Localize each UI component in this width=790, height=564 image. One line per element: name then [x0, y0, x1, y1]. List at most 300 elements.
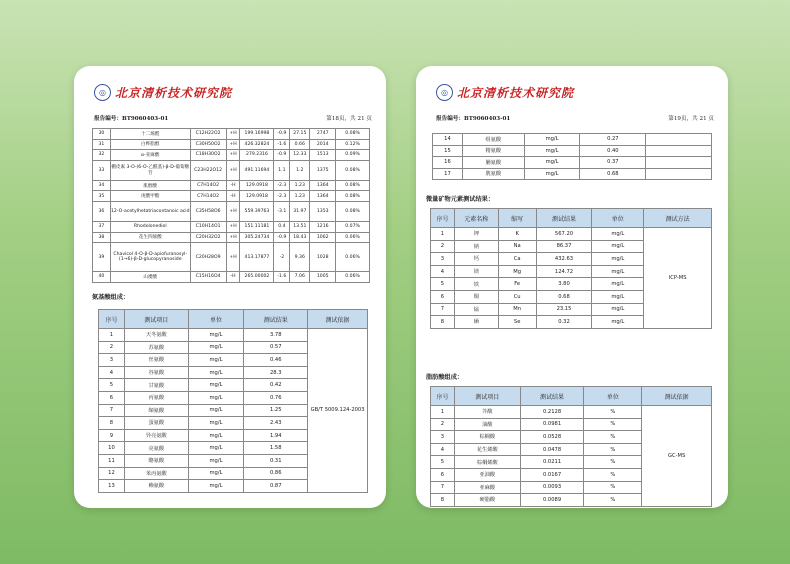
cell-no: 13 — [99, 480, 125, 493]
cell-result: 0.86 — [244, 467, 308, 480]
table-row — [93, 272, 370, 283]
cell-unit: mg/L — [592, 303, 644, 316]
table-row — [93, 139, 370, 150]
cell-no: 11 — [99, 454, 125, 467]
col-header: 测试结果 — [244, 310, 308, 329]
cell-mz: 491.11694 — [240, 160, 274, 180]
cell-formula: C35H58O6 — [190, 201, 226, 221]
cell-item: 酪氨酸 — [124, 454, 188, 467]
cell-mode: +H — [226, 129, 240, 140]
cell-intensity: 1364 — [310, 180, 336, 191]
report-no-label: 报告编号： — [94, 116, 122, 122]
cell-result: 28.3 — [244, 366, 308, 379]
table-row — [99, 329, 368, 342]
cell-no: 5 — [431, 456, 455, 469]
cell-rt: 18.43 — [290, 232, 310, 243]
cell-no: 33 — [93, 160, 111, 180]
amino-table — [98, 309, 368, 493]
seal-icon: ◎ — [436, 84, 453, 101]
cell-unit: % — [584, 443, 642, 456]
cell-rt: 13.51 — [290, 221, 310, 232]
cell-no: 6 — [431, 290, 455, 303]
cell-pct: 0.06% — [336, 232, 370, 243]
cell-no: 16 — [433, 157, 463, 169]
org-name: 北京清析技术研究院 — [115, 86, 233, 100]
cell-formula: C18H30O2 — [190, 150, 226, 161]
cell-result: 567.20 — [536, 228, 592, 241]
cell-result: 0.0211 — [520, 456, 584, 469]
cell-name: 棚皮素 3-O-(6-O-乙酰基)-β-D-葡萄糖苷 — [110, 160, 190, 180]
cell-result: 86.37 — [536, 240, 592, 253]
compound-table — [92, 128, 370, 283]
report-no-label: 报告编号： — [436, 116, 464, 122]
cell-unit: mg/L — [592, 253, 644, 266]
cell-no: 9 — [99, 429, 125, 442]
cell-rt: 1.23 — [290, 191, 310, 202]
cell-unit: mg/L — [592, 278, 644, 291]
cell-result: 0.0528 — [520, 431, 584, 444]
cell-item: 油酸 — [454, 418, 520, 431]
cell-result: 0.37 — [580, 157, 646, 169]
cell-item: 苯丙氨酸 — [124, 467, 188, 480]
cell-result: 3.78 — [244, 329, 308, 342]
cell-name: 硒 — [454, 316, 498, 329]
cell-no: 32 — [93, 150, 111, 161]
cell-unit: mg/L — [188, 391, 244, 404]
cell-result: 0.46 — [244, 354, 308, 367]
cell-result: 0.0167 — [520, 468, 584, 481]
cell-intensity: 1216 — [310, 221, 336, 232]
cell-unit: % — [584, 456, 642, 469]
cell-formula: C20H28O9 — [190, 243, 226, 272]
mineral-title: 微量矿物元素测试结果： — [426, 196, 495, 203]
cell-result: 1.25 — [244, 404, 308, 417]
cell-formula: C30H50O2 — [190, 139, 226, 150]
cell-no: 3 — [431, 253, 455, 266]
cell-no: 38 — [93, 232, 111, 243]
cell-mode: -H — [226, 272, 240, 283]
cell-mz: 305.24734 — [240, 232, 274, 243]
cell-no: 2 — [99, 341, 125, 354]
cell-pct: 0.08% — [336, 129, 370, 140]
cell-err: -2.3 — [274, 180, 290, 191]
cell-mz: 426.32824 — [240, 139, 274, 150]
cell-result: 3.80 — [536, 278, 592, 291]
cell-formula: C23H22O12 — [190, 160, 226, 180]
cell-name: 钠 — [454, 240, 498, 253]
cell-unit: mg/L — [188, 341, 244, 354]
cell-mz: 151.11181 — [240, 221, 274, 232]
cell-rt: 1.2 — [290, 160, 310, 180]
cell-intensity: 1005 — [310, 272, 336, 283]
cell-result: 0.57 — [244, 341, 308, 354]
cell-mode: +H — [226, 221, 240, 232]
cell-mz: 559.39763 — [240, 201, 274, 221]
cell-result: 0.42 — [244, 379, 308, 392]
cell-unit: mg/L — [188, 442, 244, 455]
cell-result: 432.63 — [536, 253, 592, 266]
col-header: 测试依据 — [642, 387, 712, 406]
table-row — [93, 150, 370, 161]
cell-item: 蛋氨酸 — [124, 417, 188, 430]
cell-name: 铜 — [454, 290, 498, 303]
cell-mode: -H — [226, 191, 240, 202]
cell-name: 山嵛酸 — [110, 272, 190, 283]
table-row — [433, 168, 712, 180]
test-method: GC-MS — [642, 406, 712, 507]
cell-intensity: 1353 — [310, 201, 336, 221]
cell-unit: % — [584, 406, 642, 419]
cell-result: 0.0093 — [520, 481, 584, 494]
table-row — [431, 406, 712, 419]
cell-no: 4 — [431, 443, 455, 456]
cell-no: 37 — [93, 221, 111, 232]
cell-no: 2 — [431, 240, 455, 253]
cell-intensity: 1513 — [310, 150, 336, 161]
cell-formula: C20H32O2 — [190, 232, 226, 243]
cell-no: 12 — [99, 467, 125, 480]
cell-no: 6 — [431, 468, 455, 481]
cell-item: 精氨酸 — [462, 145, 524, 157]
cell-rt: 7.06 — [290, 272, 310, 283]
org-logo — [94, 84, 232, 101]
cell-item: 苏氨酸 — [124, 341, 188, 354]
cell-unit: mg/L — [524, 134, 580, 146]
cell-item: 亚麻酸 — [454, 481, 520, 494]
table-row — [93, 191, 370, 202]
cell-abbr: Ca — [498, 253, 536, 266]
page-info: 第18页，共 21 页 — [326, 116, 372, 122]
cell-unit: mg/L — [592, 265, 644, 278]
cell-basis — [646, 157, 712, 169]
amino-table-continued — [432, 133, 712, 180]
cell-rt: 27.15 — [290, 129, 310, 140]
cell-no: 17 — [433, 168, 463, 180]
cell-unit: mg/L — [524, 145, 580, 157]
cell-result: 0.76 — [244, 391, 308, 404]
table-row — [93, 232, 370, 243]
cell-formula: C7H14O2 — [190, 180, 226, 191]
page-info: 第19页，共 21 页 — [668, 116, 714, 122]
cell-err: -3.1 — [274, 201, 290, 221]
cell-unit: mg/L — [188, 429, 244, 442]
cell-unit: mg/L — [188, 467, 244, 480]
cell-intensity: 2014 — [310, 139, 336, 150]
cell-unit: mg/L — [524, 157, 580, 169]
cell-item: 丝氨酸 — [124, 354, 188, 367]
cell-name: 锰 — [454, 303, 498, 316]
cell-item: 芥酸 — [454, 406, 520, 419]
cell-pct: 0.06% — [336, 243, 370, 272]
report-header — [436, 114, 714, 122]
cell-mz: 199.16998 — [240, 129, 274, 140]
col-header: 测试项目 — [124, 310, 188, 329]
report-header — [94, 114, 372, 122]
cell-name: 12-O-acetylhetatriacontanoic acid — [110, 201, 190, 221]
cell-unit: mg/L — [188, 366, 244, 379]
cell-err: -1.6 — [274, 139, 290, 150]
org-name: 北京清析技术研究院 — [457, 86, 575, 100]
cell-item: 脯氨酸 — [462, 157, 524, 169]
cell-no: 8 — [431, 494, 455, 507]
cell-pct: 0.08% — [336, 191, 370, 202]
cell-abbr: Mn — [498, 303, 536, 316]
report-no: BT9060403-01 — [463, 116, 511, 122]
cell-result: 0.31 — [244, 454, 308, 467]
cell-abbr: Mg — [498, 265, 536, 278]
col-header: 测试依据 — [308, 310, 368, 329]
cell-no: 40 — [93, 272, 111, 283]
report-page-left — [74, 66, 386, 508]
cell-name: α-亚麻酸 — [110, 150, 190, 161]
cell-mz: 413.17877 — [240, 243, 274, 272]
cell-mz: 129.0918 — [240, 180, 274, 191]
cell-item: 甘氨酸 — [124, 379, 188, 392]
cell-no: 34 — [93, 180, 111, 191]
cell-result: 23.15 — [536, 303, 592, 316]
cell-name: 肌醇酸 — [110, 180, 190, 191]
fatty-table — [430, 386, 712, 507]
table-row — [93, 201, 370, 221]
cell-name: 十二烯醛 — [110, 129, 190, 140]
cell-rt: 9.36 — [290, 243, 310, 272]
cell-pct: 0.12% — [336, 139, 370, 150]
cell-pct: 0.07% — [336, 221, 370, 232]
cell-err: 1.1 — [274, 160, 290, 180]
cell-no: 15 — [433, 145, 463, 157]
cell-no: 3 — [99, 354, 125, 367]
cell-item: 亚油酸 — [454, 468, 520, 481]
cell-pct: 0.08% — [336, 180, 370, 191]
table-row — [433, 145, 712, 157]
cell-item: 赖氨酸 — [124, 480, 188, 493]
cell-item: 异亮氨酸 — [124, 429, 188, 442]
cell-rt: 1.23 — [290, 180, 310, 191]
cell-basis — [646, 168, 712, 180]
report-no: BT9060403-01 — [121, 116, 169, 122]
cell-unit: mg/L — [592, 290, 644, 303]
cell-result: 0.0089 — [520, 494, 584, 507]
cell-no: 30 — [93, 129, 111, 140]
cell-name: 庚酸甲酯 — [110, 191, 190, 202]
cell-intensity: 1062 — [310, 232, 336, 243]
cell-mode: +H — [226, 139, 240, 150]
cell-name: Rhodolonediol — [110, 221, 190, 232]
cell-unit: mg/L — [188, 354, 244, 367]
cell-mz: 265.00002 — [240, 272, 274, 283]
cell-result: 0.40 — [580, 145, 646, 157]
cell-item: 胱氨酸 — [462, 168, 524, 180]
col-header: 单位 — [188, 310, 244, 329]
cell-no: 5 — [99, 379, 125, 392]
cell-result: 1.94 — [244, 429, 308, 442]
cell-item: 棕榈酸 — [454, 431, 520, 444]
cell-no: 1 — [431, 406, 455, 419]
cell-name: 花生四烯酸 — [110, 232, 190, 243]
col-header: 元素名称 — [454, 209, 498, 228]
cell-pct: 0.06% — [336, 272, 370, 283]
cell-unit: mg/L — [592, 228, 644, 241]
cell-result: 0.0981 — [520, 418, 584, 431]
cell-unit: mg/L — [188, 379, 244, 392]
cell-intensity: 2747 — [310, 129, 336, 140]
cell-abbr: Cu — [498, 290, 536, 303]
cell-intensity: 1364 — [310, 191, 336, 202]
cell-item: 硬脂酸 — [454, 494, 520, 507]
cell-mode: +H — [226, 232, 240, 243]
cell-no: 1 — [99, 329, 125, 342]
cell-name: Chavicol 4-O-β-D-apiofuranosyl-(1→6)-β-D-glucopyranoside — [110, 243, 190, 272]
cell-err: -1.6 — [274, 272, 290, 283]
cell-item: 组氨酸 — [462, 134, 524, 146]
cell-no: 39 — [93, 243, 111, 272]
col-header: 测试结果 — [520, 387, 584, 406]
cell-unit: mg/L — [188, 480, 244, 493]
cell-err: 0.4 — [274, 221, 290, 232]
cell-no: 4 — [99, 366, 125, 379]
test-basis: GB/T 5009.124-2003 — [308, 329, 368, 493]
cell-mode: +H — [226, 160, 240, 180]
table-row — [93, 129, 370, 140]
fatty-title: 脂肪酸组成： — [426, 374, 464, 381]
cell-abbr: Se — [498, 316, 536, 329]
cell-formula: C7H14O2 — [190, 191, 226, 202]
col-header: 序号 — [431, 209, 455, 228]
cell-no: 1 — [431, 228, 455, 241]
cell-item: 棕榈烯酸 — [454, 456, 520, 469]
cell-no: 36 — [93, 201, 111, 221]
table-row — [431, 228, 712, 241]
cell-unit: mg/L — [188, 454, 244, 467]
cell-pct: 0.08% — [336, 201, 370, 221]
cell-result: 0.0478 — [520, 443, 584, 456]
cell-unit: % — [584, 481, 642, 494]
cell-item: 花生烯酸 — [454, 443, 520, 456]
cell-mz: 279.2316 — [240, 150, 274, 161]
cell-item: 天冬氨酸 — [124, 329, 188, 342]
cell-abbr: Na — [498, 240, 536, 253]
cell-item: 缬氨酸 — [124, 404, 188, 417]
col-header: 缩写 — [498, 209, 536, 228]
cell-err: -0.9 — [274, 150, 290, 161]
test-method: ICP-MS — [644, 228, 712, 329]
cell-unit: % — [584, 431, 642, 444]
cell-unit: mg/L — [592, 240, 644, 253]
cell-result: 1.58 — [244, 442, 308, 455]
cell-err: -2 — [274, 243, 290, 272]
org-logo — [436, 84, 574, 101]
amino-title: 氨基酸组成： — [92, 294, 130, 301]
cell-no: 6 — [99, 391, 125, 404]
cell-unit: % — [584, 418, 642, 431]
cell-intensity: 1028 — [310, 243, 336, 272]
col-header: 测试方法 — [644, 209, 712, 228]
cell-abbr: Fe — [498, 278, 536, 291]
cell-pct: 0.08% — [336, 160, 370, 180]
cell-name: 钙 — [454, 253, 498, 266]
cell-no: 14 — [433, 134, 463, 146]
cell-intensity: 1375 — [310, 160, 336, 180]
cell-result: 0.2128 — [520, 406, 584, 419]
cell-no: 5 — [431, 278, 455, 291]
cell-no: 10 — [99, 442, 125, 455]
report-page-right — [416, 66, 728, 508]
cell-err: -0.9 — [274, 129, 290, 140]
cell-formula: C15H16O4 — [190, 272, 226, 283]
cell-no: 3 — [431, 431, 455, 444]
cell-result: 0.32 — [536, 316, 592, 329]
cell-name: 镁 — [454, 265, 498, 278]
table-row — [93, 180, 370, 191]
table-row — [93, 221, 370, 232]
cell-mode: +H — [226, 201, 240, 221]
cell-result: 0.68 — [580, 168, 646, 180]
cell-err: -2.3 — [274, 191, 290, 202]
cell-no: 8 — [431, 316, 455, 329]
cell-unit: mg/L — [592, 316, 644, 329]
cell-unit: mg/L — [524, 168, 580, 180]
cell-no: 7 — [431, 303, 455, 316]
cell-no: 4 — [431, 265, 455, 278]
cell-name: 白桦脂醇 — [110, 139, 190, 150]
cell-no: 8 — [99, 417, 125, 430]
table-row — [433, 157, 712, 169]
cell-no: 31 — [93, 139, 111, 150]
table-row — [93, 243, 370, 272]
table-row — [93, 160, 370, 180]
cell-basis — [646, 134, 712, 146]
table-row — [433, 134, 712, 146]
cell-basis — [646, 145, 712, 157]
cell-rt: 31.97 — [290, 201, 310, 221]
cell-mode: -H — [226, 180, 240, 191]
cell-result: 0.27 — [580, 134, 646, 146]
col-header: 测试结果 — [536, 209, 592, 228]
cell-name: 铁 — [454, 278, 498, 291]
seal-icon: ◎ — [94, 84, 111, 101]
cell-unit: mg/L — [188, 329, 244, 342]
cell-no: 7 — [99, 404, 125, 417]
col-header: 序号 — [431, 387, 455, 406]
col-header: 测试项目 — [454, 387, 520, 406]
cell-mz: 129.0918 — [240, 191, 274, 202]
cell-item: 丙氨酸 — [124, 391, 188, 404]
cell-mode: +H — [226, 243, 240, 272]
cell-name: 钾 — [454, 228, 498, 241]
cell-formula: C10H14O1 — [190, 221, 226, 232]
col-header: 序号 — [99, 310, 125, 329]
cell-item: 谷氨酸 — [124, 366, 188, 379]
cell-abbr: K — [498, 228, 536, 241]
cell-unit: % — [584, 468, 642, 481]
cell-pct: 0.09% — [336, 150, 370, 161]
mineral-table — [430, 208, 712, 329]
cell-rt: 12.33 — [290, 150, 310, 161]
cell-unit: mg/L — [188, 404, 244, 417]
cell-no: 2 — [431, 418, 455, 431]
cell-rt: 0.66 — [290, 139, 310, 150]
cell-unit: % — [584, 494, 642, 507]
cell-item: 亮氨酸 — [124, 442, 188, 455]
cell-result: 2.43 — [244, 417, 308, 430]
cell-mode: +H — [226, 150, 240, 161]
col-header: 单位 — [584, 387, 642, 406]
cell-no: 7 — [431, 481, 455, 494]
cell-formula: C12H22O2 — [190, 129, 226, 140]
cell-err: -0.9 — [274, 232, 290, 243]
cell-unit: mg/L — [188, 417, 244, 430]
cell-result: 0.68 — [536, 290, 592, 303]
